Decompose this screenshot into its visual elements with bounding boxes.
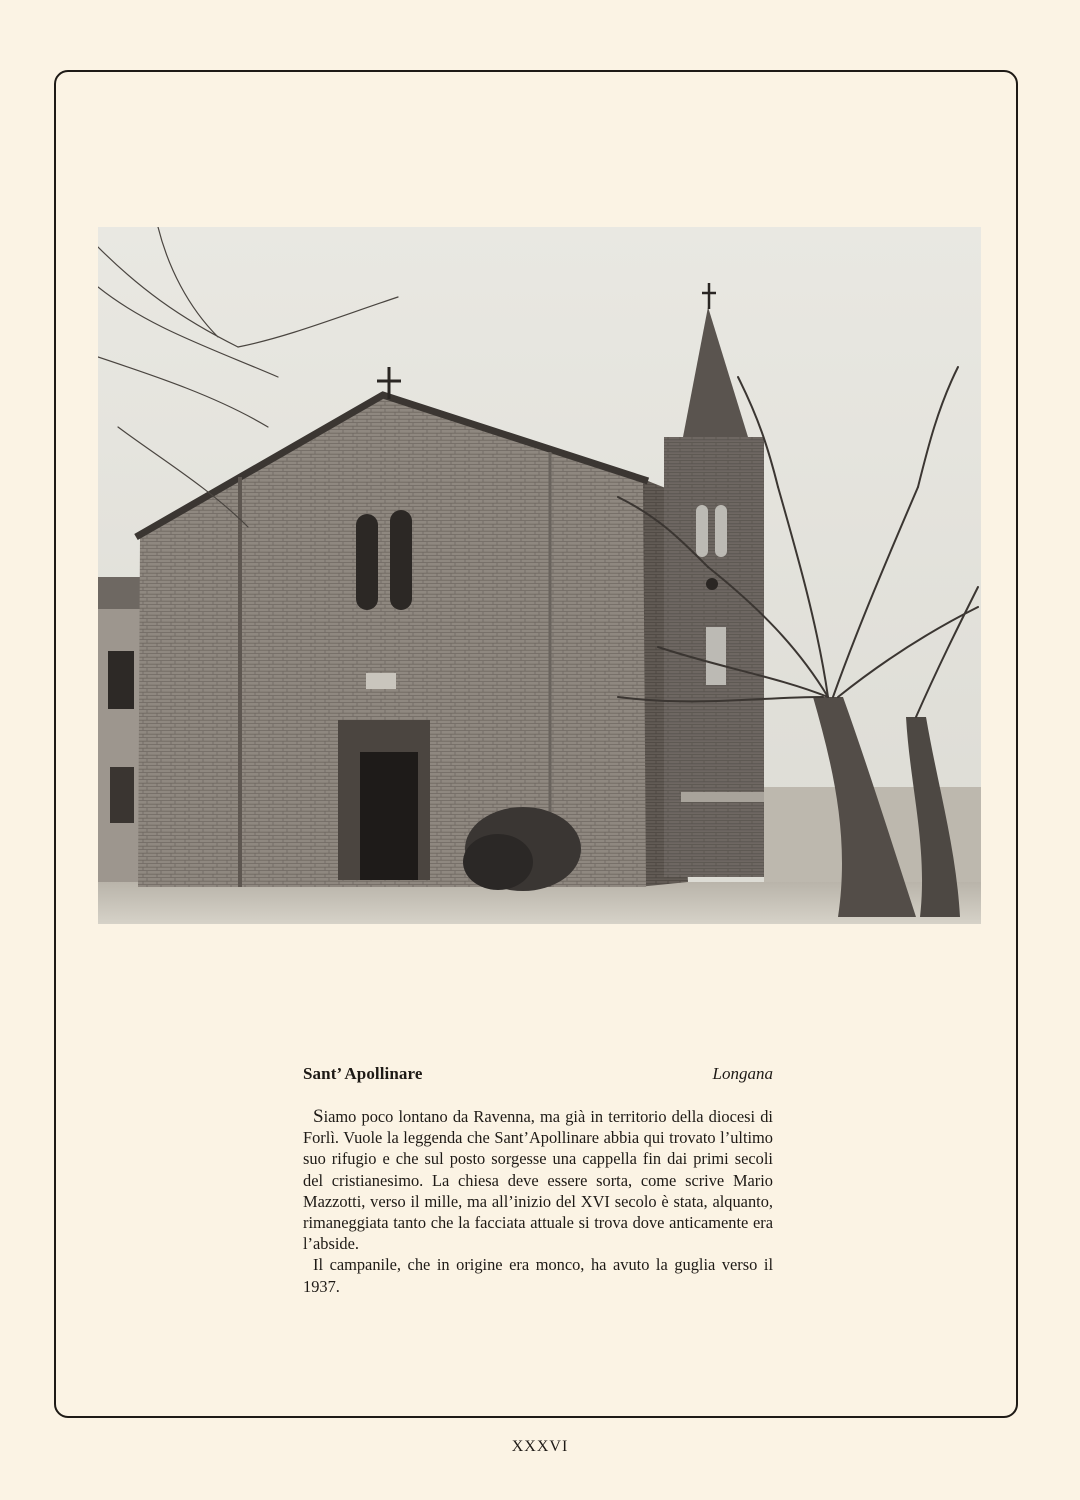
- page-number: XXXVI: [511, 1438, 569, 1455]
- caption-title: Sant’ Apollinare: [303, 1064, 423, 1083]
- caption-place: Longana: [712, 1064, 773, 1083]
- paragraph-2: Il campanile, che in origine era monco, ha avuto la guglia verso il 1937.: [303, 1255, 773, 1296]
- church-photograph: [98, 227, 981, 924]
- body-text: [303, 1106, 773, 1297]
- paragraph-1-text: iamo poco lontano da Ravenna, ma già in territorio della diocesi di Forlì. Vuole la leggenda che Sant’Apollinare abbia qui trovato l’ultimo suo rifugio e che sul posto sorgesse una cappella fin dai primi secoli del cristianesimo. La chiesa deve essere sorta, come scrive Mario Mazzotti, verso il mille, ma all’inizio del XVI secolo è stata, alquanto, rimaneggiata tanto che la facciata attuale si trova dove anticamente era l’abside.: [303, 1107, 773, 1254]
- caption-heading: [303, 1064, 773, 1088]
- paragraph-1: [303, 1106, 773, 1254]
- church-photo-illustration: [98, 227, 981, 924]
- paragraph-1-initial: S: [313, 1106, 324, 1127]
